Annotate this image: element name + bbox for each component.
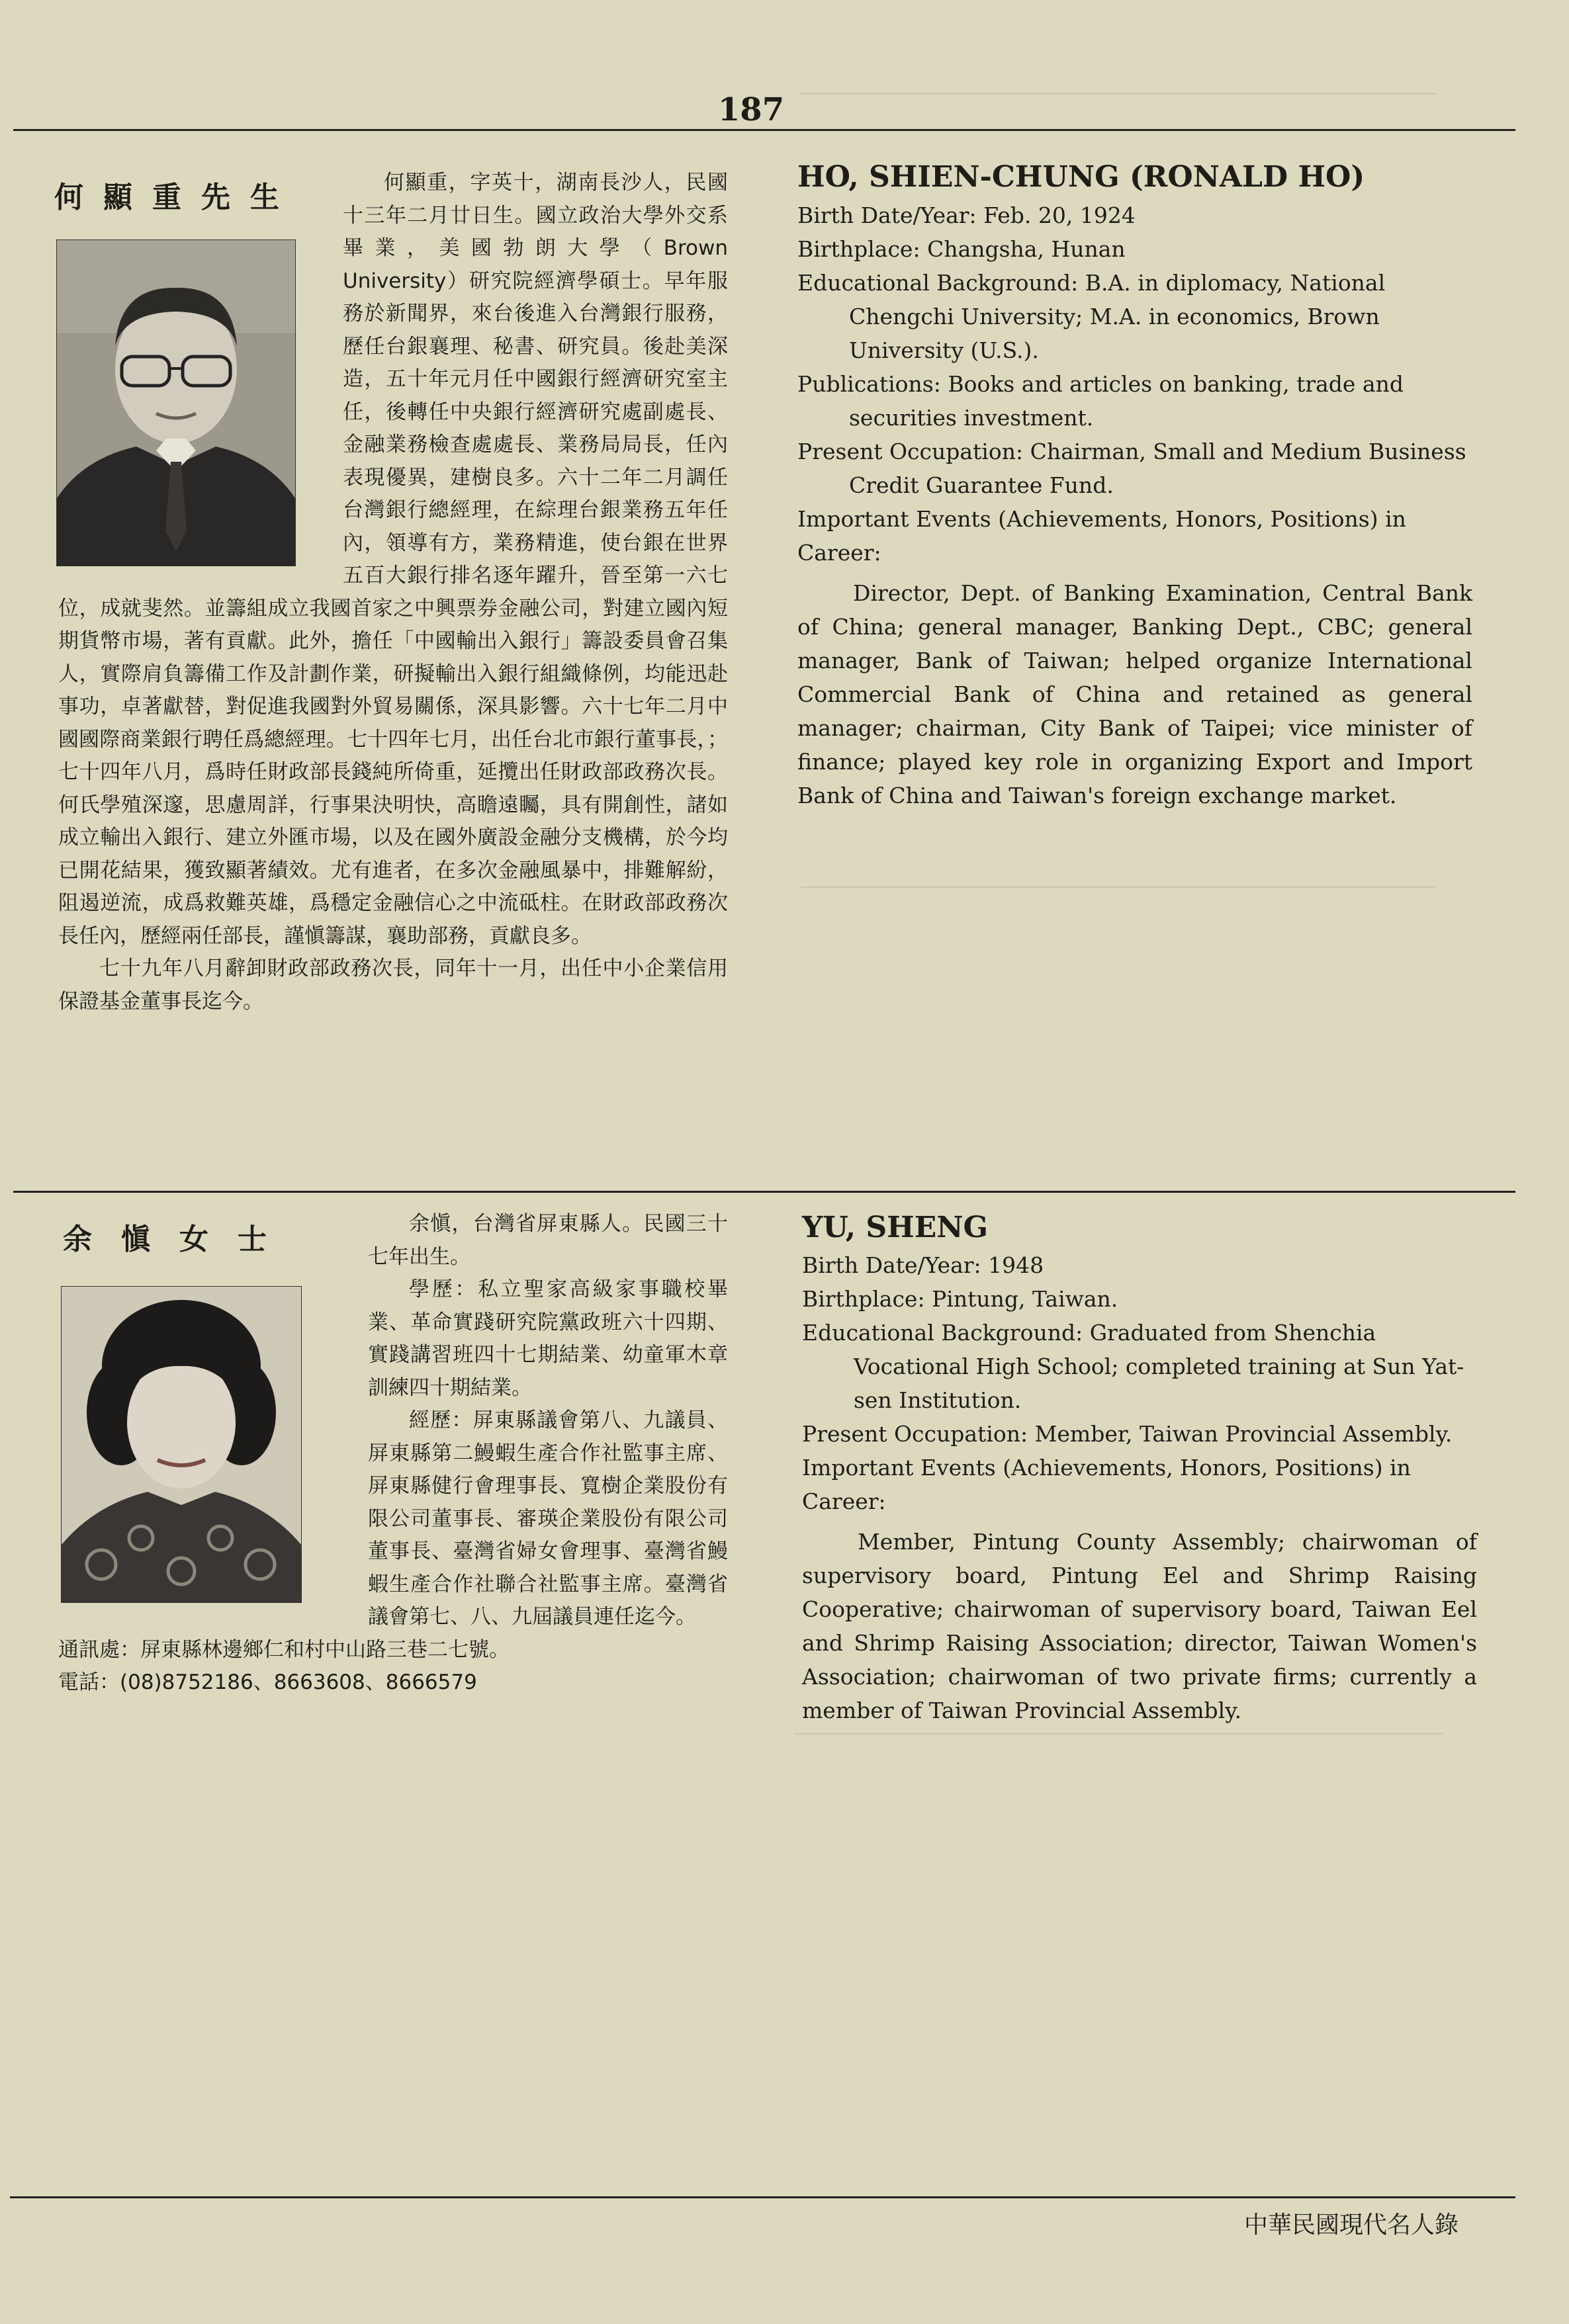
zh-biography bbox=[58, 1208, 728, 1717]
birth-date: Birth Date/Year: 1948 bbox=[802, 1252, 1044, 1278]
en-biography bbox=[802, 1248, 1477, 1727]
page-number: 187 bbox=[717, 91, 785, 128]
en-name: YU, SHENG bbox=[802, 1211, 989, 1244]
birthplace: Birthplace: Pintung, Taiwan. bbox=[802, 1286, 1118, 1312]
present-occupation: Present Occupation: Chairman, Small and Medium Business Credit Guarantee Fund. bbox=[797, 439, 1466, 498]
zh-experience: 經歷：屏東縣議會第八、九議員、屏東縣第二鰻蝦生產合作社監事主席、屏東縣健行會理事長、寬樹企業股份有限公司董事長、審瑛企業股份有限公司董事長、臺灣省婦女會理事、臺灣省鰻蝦生產合作社聯合社監事主席。臺灣省議會第七、八、九屆議員連任迄今。 bbox=[368, 1408, 728, 1629]
important-events: Director, Dept. of Banking Examination, Central Bank of China; general manager, Banking Dept., CBC; general manager, Bank of Taiwan; helped organize International Commercial Bank of China and retained as general manager; chairman, City Bank of Taipei; vice minister of finance; played key role in organizing Export and Import Bank of China and Taiwan's foreign exchange market. bbox=[797, 580, 1472, 808]
zh-address: 通訊處：屏東縣林邊鄉仁和村中山路三巷二七號。 bbox=[58, 1637, 510, 1662]
birth-date: Birth Date/Year: Feb. 20, 1924 bbox=[797, 202, 1136, 228]
important-events-label: Important Events (Achievements, Honors, Positions) in Career: bbox=[802, 1455, 1411, 1514]
top-rule bbox=[13, 129, 1515, 131]
middle-rule bbox=[13, 1191, 1515, 1193]
zh-education: 學歷：私立聖家高級家事職校畢業、革命實踐研究院黨政班六十四期、實踐講習班四十七期結業、幼童軍木章訓練四十期結業。 bbox=[368, 1277, 728, 1400]
en-biography bbox=[797, 198, 1472, 812]
bottom-rule bbox=[10, 2196, 1515, 2198]
zh-biography bbox=[58, 167, 728, 1146]
footer-title: 中華民國現代名人錄 bbox=[1244, 2212, 1459, 2239]
zh-intro: 余愼，台灣省屏東縣人。民國三十七年出生。 bbox=[368, 1212, 728, 1269]
birthplace: Birthplace: Changsha, Hunan bbox=[797, 236, 1126, 262]
en-name: HO, SHIEN-CHUNG (RONALD HO) bbox=[797, 160, 1365, 194]
zh-bio-paragraph-1: 何顯重，字英十，湖南長沙人，民國十三年二月廿日生。國立政治大學外交系畢業，美國勃朗大學（Brown University）研究院經濟學碩士。早年服務於新聞界，來台後進入台灣銀行服務，歷任台銀襄理、秘書、研究員。後赴美深造，五十年元月任中國銀行經濟研究室主任，後轉任中央銀行經濟研究處副處長、金融業務檢查處處長、業務局局長，任內表現優異，建樹良多。六十二年二月調任台灣銀行總經理，在綜理台銀業務五年任內，領導有方，業務精進，使台銀在世界五百大銀行排名逐年躍升，晉至第一六七位，成就斐然。並籌組成立我國首家之中興票券金融公司，對建立國內短期貨幣市場，著有貢獻。此外，擔任「中國輸出入銀行」籌設委員會召集人，實際肩負籌備工作及計劃作業，研擬輸出入銀行組織條例，均能迅赴事功，卓著獻替，對促進我國對外貿易關係，深具影響。六十七年二月中國國際商業銀行聘任爲總經理。七十四年七月，出任台北市銀行董事長，；七十四年八月，爲時任財政部長錢純所倚重，延攬出任財政部政務次長。何氏學殖深邃，思慮周詳，行事果決明快，高瞻遠矚，具有開創性，諸如成立輸出入銀行、建立外匯市場，以及在國外廣設金融分支機構，於今均已開花結果，獲致顯著績效。尤有進者，在多次金融風暴中，排難解紛，阻遏逆流，成爲救難英雄，爲穩定金融信心之中流砥柱。在財政部政務次長任內，歷經兩任部長，謹愼籌謀，襄助部務，貢獻良多。 bbox=[58, 171, 728, 948]
zh-bio-paragraph-2: 七十九年八月辭卸財政部政務次長，同年十一月，出任中小企業信用保證基金董事長迄今。 bbox=[58, 957, 728, 1013]
publications: Publications: Books and articles on banking, trade and securities investment. bbox=[797, 371, 1404, 431]
zh-name: 余愼女士 bbox=[63, 1223, 296, 1256]
important-events-label: Important Events (Achievements, Honors, Positions) in Career: bbox=[797, 506, 1406, 566]
educational-background: Educational Background: Graduated from Shenchia Vocational High School; completed training at Sun Yat-sen Institution. bbox=[802, 1320, 1464, 1413]
present-occupation: Present Occupation: Member, Taiwan Provincial Assembly. bbox=[802, 1421, 1453, 1447]
zh-name: 何顯重先生 bbox=[54, 181, 299, 214]
important-events: Member, Pintung County Assembly; chairwoman of supervisory board, Pintung Eel and Shrimp Raising Cooperative; chairwoman of supervisory board, Taiwan Eel and Shrimp Raising Association; director, Taiwan Women's Association; chairwoman of two private firms; currently a member of Taiwan Provincial Assembly. bbox=[802, 1529, 1477, 1723]
educational-background: Educational Background: B.A. in diplomacy, National Chengchi University; M.A. in economics, Brown University (U.S.). bbox=[797, 270, 1386, 363]
zh-phone: 電話：(08)8752186、8663608、8666579 bbox=[58, 1670, 477, 1694]
